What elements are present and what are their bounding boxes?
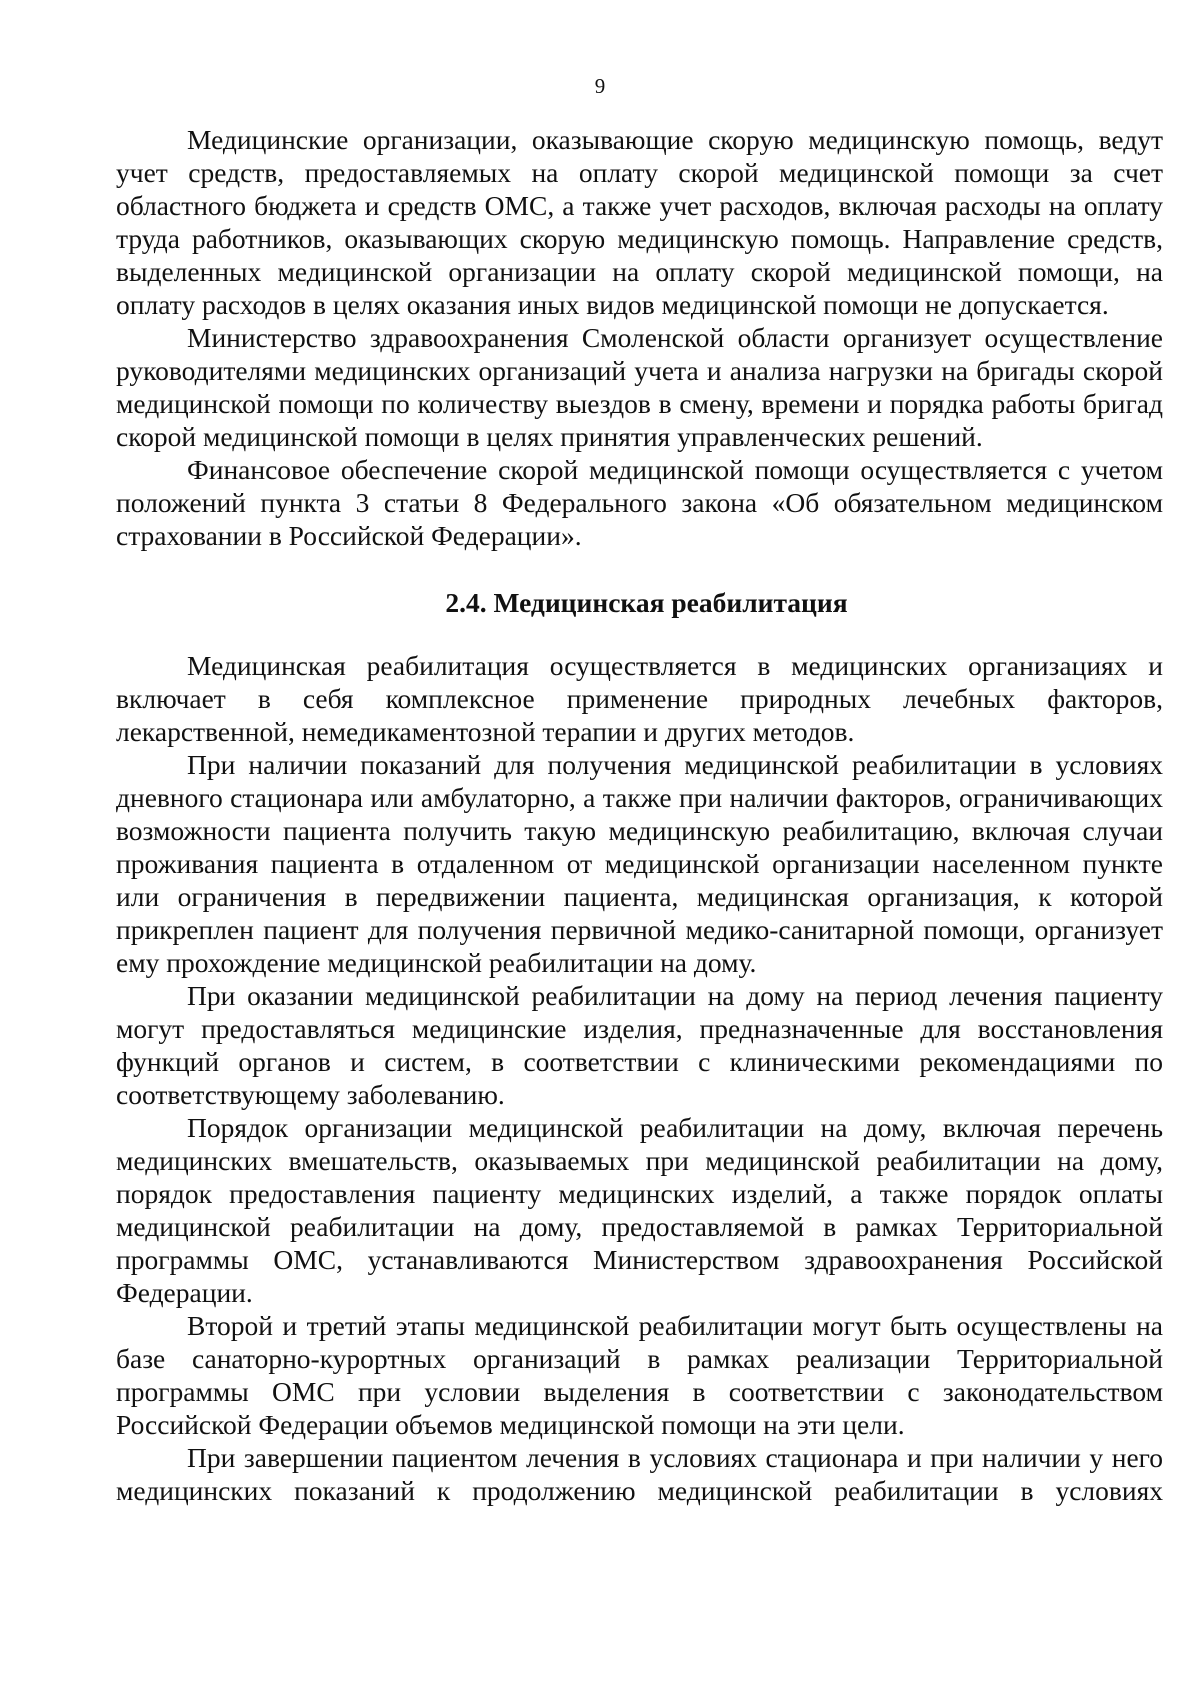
paragraph-medical-devices: При оказании медицинской реабилитации на дому на период лечения пациенту могут предоставляться медицинские изделия, предназначенные для восстановления функций органов и систем, в соответствии с клиническими рекомендациями по соответствующему заболеванию. [116,980,1163,1110]
paragraph-home-rehabilitation-procedure: Порядок организации медицинской реабилитации на дому, включая перечень медицинских вмешательств, оказываемых при медицинской реабилитации на дому, порядок предоставления пациенту медицинских изделий, а также порядок оплаты медицинской реабилитации на дому, предоставляемой в рамках Территориальной программы ОМС, устанавливаются Министерством здравоохранения Российской Федерации. [116,1112,1163,1308]
paragraph-sanatorium-stages: Второй и третий этапы медицинской реабилитации могут быть осуществлены на базе санаторно-курортных организаций в рамках реализации Территориальной программы ОМС при условии выделения в соответствии с законодательством Российской Федерации объемов медицинской помощи на эти цели. [116,1310,1163,1440]
paragraph-ministry-workload-analysis: Министерство здравоохранения Смоленской области организует осуществление руководителями медицинских организаций учета и анализа нагрузки на бригады скорой медицинской помощи по количеству выездов в смену, времени и порядка работы бригад скорой медицинской помощи в целях принятия управленческих решений. [116,322,1163,452]
paragraph-home-rehabilitation-conditions: При наличии показаний для получения медицинской реабилитации в условиях дневного стационара или амбулаторно, а также при наличии факторов, ограничивающих возможности пациента получить такую медицинскую реабилитацию, включая случаи проживания пациента в отдаленном от медицинской организации населенном пункте или ограничения в передвижении пациента, медицинская организация, к которой прикреплен пациент для получения первичной медико-санитарной помощи, организует ему прохождение медицинской реабилитации на дому. [116,749,1163,978]
paragraph-rehabilitation-definition: Медицинская реабилитация осуществляется в медицинских организациях и включает в себя комплексное применение природных лечебных факторов, лекарственной, немедикаментозной терапии и других методов. [116,650,1163,747]
paragraph-financial-provision: Финансовое обеспечение скорой медицинской помощи осуществляется с учетом положений пункта 3 статьи 8 Федерального закона «Об обязательном медицинском страховании в Российской Федерации». [116,454,1163,551]
paragraph-hospital-discharge: При завершении пациентом лечения в условиях стационара и при наличии у него медицинских показаний к продолжению медицинской реабилитации в условиях [116,1442,1163,1506]
section-heading: 2.4. Медицинская реабилитация [445,587,848,618]
document-body [116,123,1163,1507]
paragraph-ambulance-accounting: Медицинские организации, оказывающие скорую медицинскую помощь, ведут учет средств, предоставляемых на оплату скорой медицинской помощи за счет областного бюджета и средств ОМС, а также учет расходов, включая расходы на оплату труда работников, оказывающих скорую медицинскую помощь. Направление средств, выделенных медицинской организации на оплату скорой медицинской помощи, на оплату расходов в целях оказания иных видов медицинской помощи не допускается. [116,124,1163,320]
page-number: 9 [594,74,606,98]
